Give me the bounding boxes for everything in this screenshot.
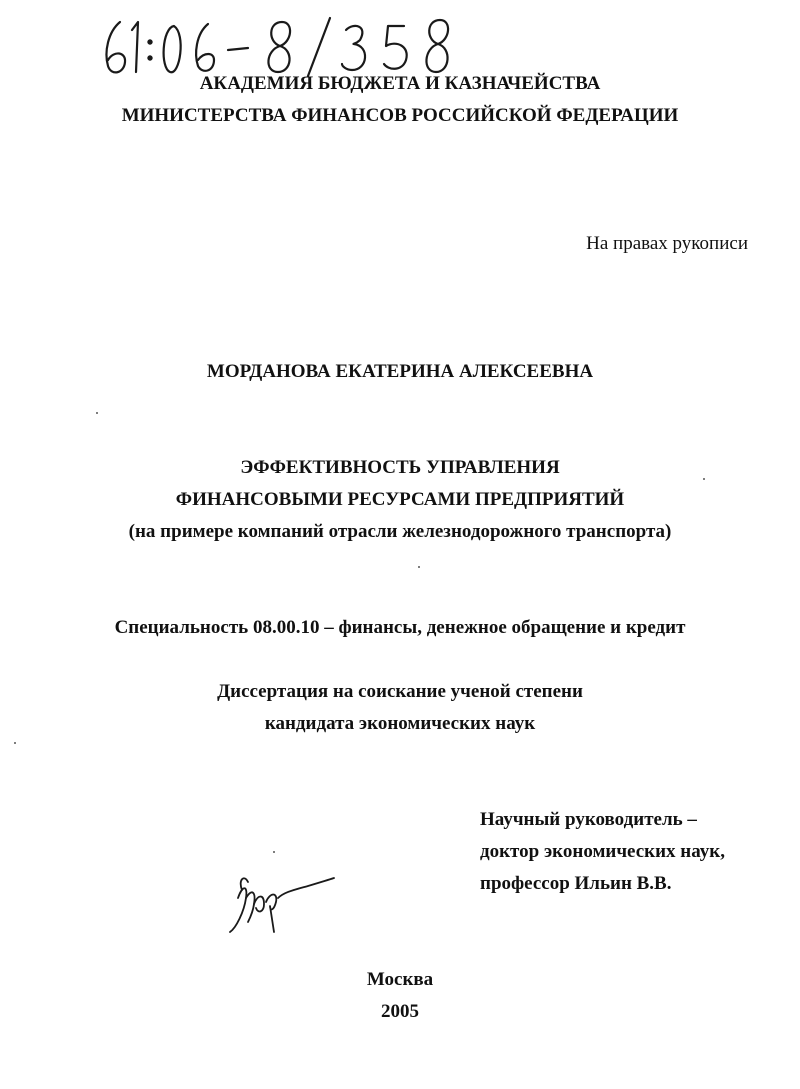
scan-speck — [96, 412, 98, 414]
year: 2005 — [381, 1001, 419, 1022]
supervisor-line1: Научный руководитель – — [480, 809, 697, 830]
scan-speck — [14, 742, 16, 744]
city: Москва — [366, 969, 434, 990]
supervisor-line2: доктор экономических наук, — [480, 841, 725, 862]
scan-speck — [703, 478, 705, 480]
specialty-line: Специальность 08.00.10 – финансы, денежное обращение и кредит — [114, 617, 686, 638]
institution-name-line1: АКАДЕМИЯ БЮДЖЕТА И КАЗНАЧЕЙСТВА — [199, 73, 601, 94]
thesis-subtitle: (на примере компаний отрасли железнодорожного транспорта) — [128, 521, 672, 542]
handwritten-signature — [224, 868, 336, 938]
scan-speck — [418, 566, 420, 568]
institution-name-line2: МИНИСТЕРСТВА ФИНАНСОВ РОССИЙСКОЙ ФЕДЕРАЦИИ — [121, 105, 679, 126]
thesis-title-line2: ФИНАНСОВЫМИ РЕСУРСАМИ ПРЕДПРИЯТИЙ — [175, 489, 625, 510]
manuscript-rights-note: На правах рукописи — [586, 233, 748, 254]
scan-speck — [273, 851, 275, 853]
dissertation-degree-line1: Диссертация на соискание ученой степени — [217, 681, 583, 702]
thesis-title-line1: ЭФФЕКТИВНОСТЬ УПРАВЛЕНИЯ — [240, 457, 560, 478]
supervisor-line3: профессор Ильин В.В. — [480, 873, 672, 894]
dissertation-degree-line2: кандидата экономических наук — [264, 713, 536, 734]
author-name: МОРДАНОВА ЕКАТЕРИНА АЛЕКСЕЕВНА — [206, 361, 594, 382]
handwritten-archive-number — [98, 14, 458, 78]
